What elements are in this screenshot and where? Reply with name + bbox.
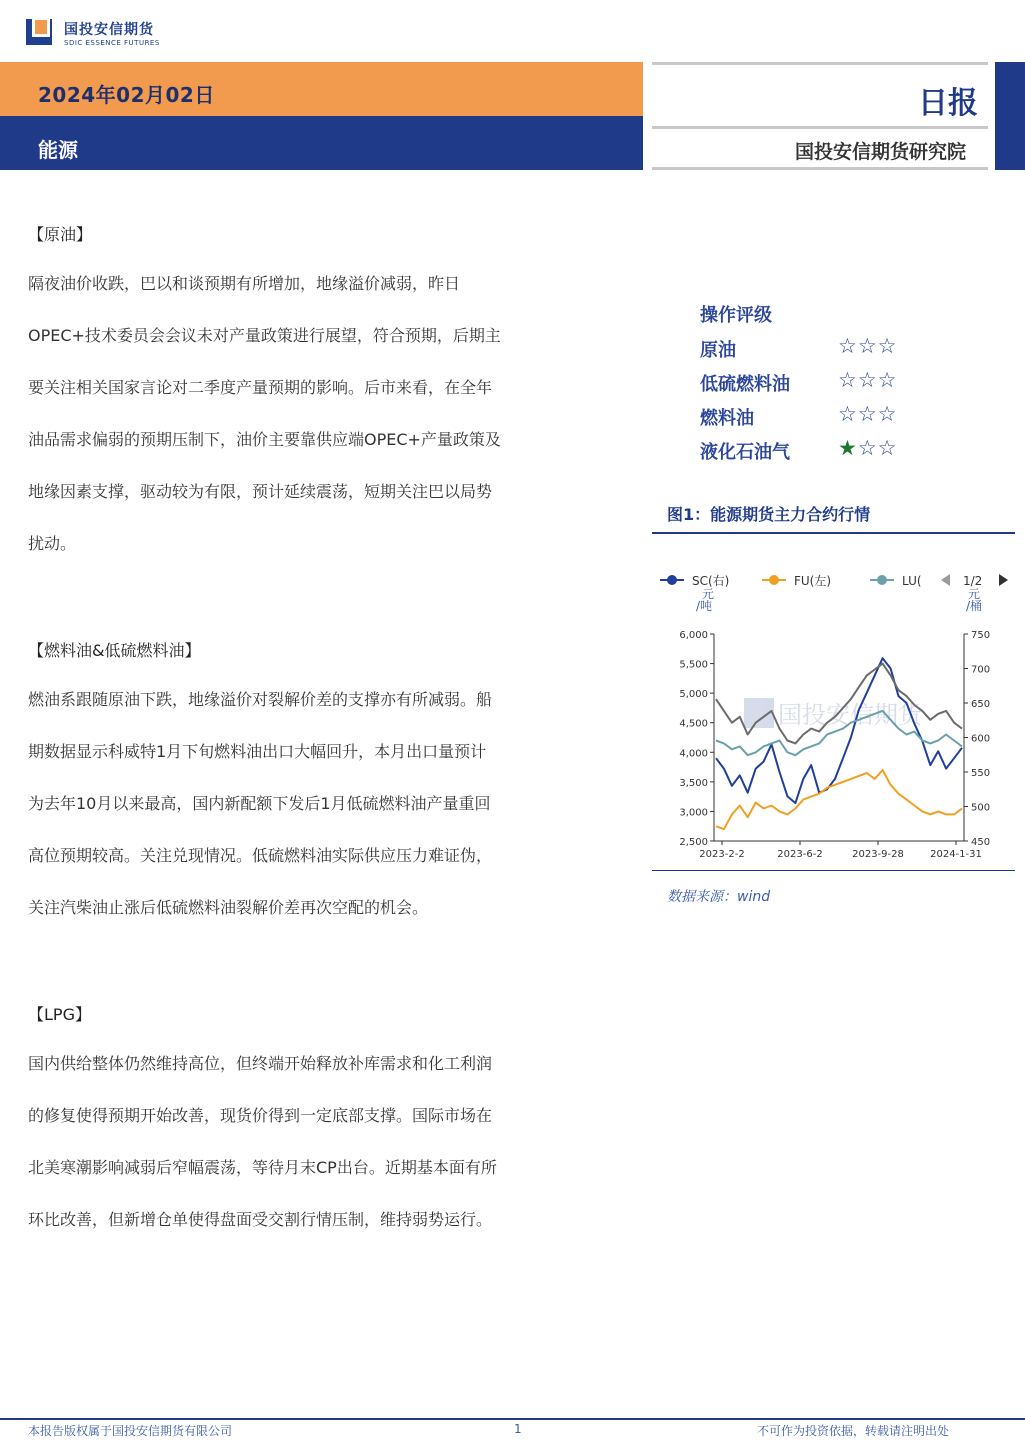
chart-series [716, 658, 962, 829]
footer-rule [0, 1418, 1025, 1420]
left-tick-label: 2,500 [679, 837, 708, 848]
left-tick-label: 5,500 [679, 659, 708, 671]
legend-label-fu: FU(左) [794, 574, 832, 588]
star-empty-icon: ☆ [877, 436, 898, 460]
chart-legend [660, 574, 1008, 588]
legend-marker-lu [877, 575, 887, 585]
section-title-fuel-oil: 【燃料油&低硫燃料油】 [28, 641, 201, 660]
header-sector-band [0, 116, 643, 170]
brand-logo [26, 17, 166, 53]
text-line: 的修复使得预期开始改善，现货价得到一定底部支撑。国际市场在 [28, 1106, 493, 1125]
legend-marker-fu [769, 575, 779, 585]
right-axis-unit-line2: /桶 [966, 599, 983, 613]
legend-next-icon[interactable] [999, 574, 1008, 586]
header-divider [652, 167, 988, 170]
x-tick-label: 2023-9-28 [852, 849, 904, 860]
brand-name-en: SDIC ESSENCE FUTURES [64, 39, 160, 47]
text-line: 油品需求偏弱的预期压制下，油价主要靠供应端OPEC+产量政策及 [28, 430, 501, 449]
report-type: 日报 [918, 86, 978, 121]
figure-source: 数据来源：wind [667, 889, 771, 905]
left-axis-unit-line2: /吨 [696, 599, 713, 613]
header-divider [652, 126, 988, 129]
star-rating [838, 402, 897, 426]
rating-row [700, 438, 920, 468]
x-tick-label: 2023-2-2 [699, 849, 745, 860]
header-divider [652, 62, 988, 65]
chart-watermark [744, 698, 924, 729]
text-line: 要关注相关国家言论对二季度产量预期的影响。后市来看，在全年 [28, 378, 493, 397]
figure-bottom-rule [652, 870, 1015, 871]
right-tick-label: 600 [971, 733, 991, 745]
section-body-fuel-oil [28, 674, 613, 934]
section-body-lpg [28, 1038, 613, 1246]
left-tick-label: 4,500 [679, 718, 708, 730]
right-tick-label: 650 [971, 699, 991, 710]
figure-title-rule [652, 532, 1015, 534]
right-tick-label: 450 [971, 837, 991, 848]
star-rating [838, 334, 897, 358]
rating-name: 液化石油气 [700, 442, 790, 463]
star-empty-icon: ☆ [838, 402, 858, 426]
x-tick-label: 2023-6-2 [777, 849, 823, 860]
star-rating [838, 436, 897, 460]
rating-name: 原油 [700, 340, 736, 361]
rating-row [700, 336, 920, 366]
text-line: 国内供给整体仍然维持高位，但终端开始释放补库需求和化工利润 [28, 1054, 493, 1073]
star-empty-icon: ☆ [877, 368, 898, 392]
institute-name: 国投安信期货研究院 [795, 141, 967, 163]
left-tick-label: 4,000 [679, 748, 708, 760]
figure-title: 图1：能源期货主力合约行情 [667, 505, 871, 524]
star-empty-icon: ☆ [857, 368, 878, 392]
legend-marker-sc [667, 575, 677, 585]
rating-name: 低硫燃料油 [700, 374, 790, 395]
star-empty-icon: ☆ [877, 402, 898, 426]
legend-label-sc: SC(右) [692, 574, 730, 588]
star-empty-icon: ☆ [838, 334, 858, 358]
text-line: 环比改善，但新增仓单使得盘面受交割行情压制，维持弱势运行。 [28, 1210, 493, 1229]
page-number: 1 [514, 1422, 522, 1436]
watermark-text: 国投安信期货 [778, 701, 922, 729]
energy-futures-chart [652, 560, 1015, 870]
rating-title: 操作评级 [700, 305, 772, 326]
text-line: 高位预期较高。关注兑现情况。低硫燃料油实际供应压力难证伪， [28, 846, 493, 865]
right-tick-label: 550 [971, 768, 991, 779]
left-tick-label: 3,500 [679, 777, 708, 789]
text-line: 期数据显示科威特1月下旬燃料油出口大幅回升，本月出口量预计 [28, 742, 487, 761]
star-empty-icon: ☆ [857, 436, 878, 460]
right-tick-label: 500 [971, 802, 991, 814]
star-empty-icon: ☆ [838, 368, 858, 392]
text-line: 扰动。 [28, 534, 77, 553]
text-line: 北美寒潮影响减弱后窄幅震荡，等待月末CP出台。近期基本面有所 [28, 1158, 497, 1177]
logo-mark-icon [26, 17, 56, 47]
x-tick-label: 2024-1-31 [930, 849, 982, 860]
text-line: 关注汽柴油止涨后低硫燃料油裂解价差再次空配的机会。 [28, 898, 429, 917]
left-axis-unit-line1: 元 [702, 587, 715, 601]
footer-copyright: 本报告版权属于国投安信期货有限公司 [28, 1424, 233, 1438]
text-line: 燃油系跟随原油下跌，地缘溢价对裂解价差的支撑亦有所减弱。船 [28, 690, 493, 709]
star-empty-icon: ☆ [857, 334, 878, 358]
left-tick-label: 5,000 [679, 689, 708, 701]
right-tick-label: 750 [971, 630, 991, 641]
left-tick-label: 6,000 [679, 630, 708, 641]
star-empty-icon: ☆ [877, 334, 898, 358]
header-accent-bar [995, 62, 1025, 170]
star-empty-icon: ☆ [857, 402, 878, 426]
rating-row [700, 404, 920, 434]
section-body-crude [28, 258, 613, 570]
star-filled-icon: ★ [838, 436, 858, 460]
report-date: 2024年02月02日 [38, 83, 215, 107]
report-sector: 能源 [38, 138, 78, 162]
rating-row [700, 370, 920, 400]
footer-disclaimer: 不可作为投资依据，转载请注明出处 [757, 1424, 950, 1438]
left-tick-label: 3,000 [679, 807, 708, 819]
section-title-crude: 【原油】 [28, 225, 93, 244]
legend-label-lu: LU( [902, 574, 922, 588]
right-tick-label: 700 [971, 664, 991, 676]
rating-name: 燃料油 [700, 408, 754, 429]
text-line: 地缘因素支撑，驱动较为有限，预计延续震荡，短期关注巴以局势 [28, 482, 493, 501]
text-line: 为去年10月以来最高，国内新配额下发后1月低硫燃料油产量重回 [28, 794, 491, 813]
star-rating [838, 368, 897, 392]
right-axis-unit-line1: 元 [968, 587, 981, 601]
text-line: 隔夜油价收跌，巴以和谈预期有所增加，地缘溢价减弱，昨日 [28, 274, 461, 293]
text-line: OPEC+技术委员会会议未对产量政策进行展望，符合预期，后期主 [28, 326, 501, 345]
section-title-lpg: 【LPG】 [28, 1005, 91, 1024]
legend-prev-icon[interactable] [941, 574, 950, 586]
brand-name-cn: 国投安信期货 [64, 22, 154, 38]
legend-page: 1/2 [963, 574, 983, 588]
